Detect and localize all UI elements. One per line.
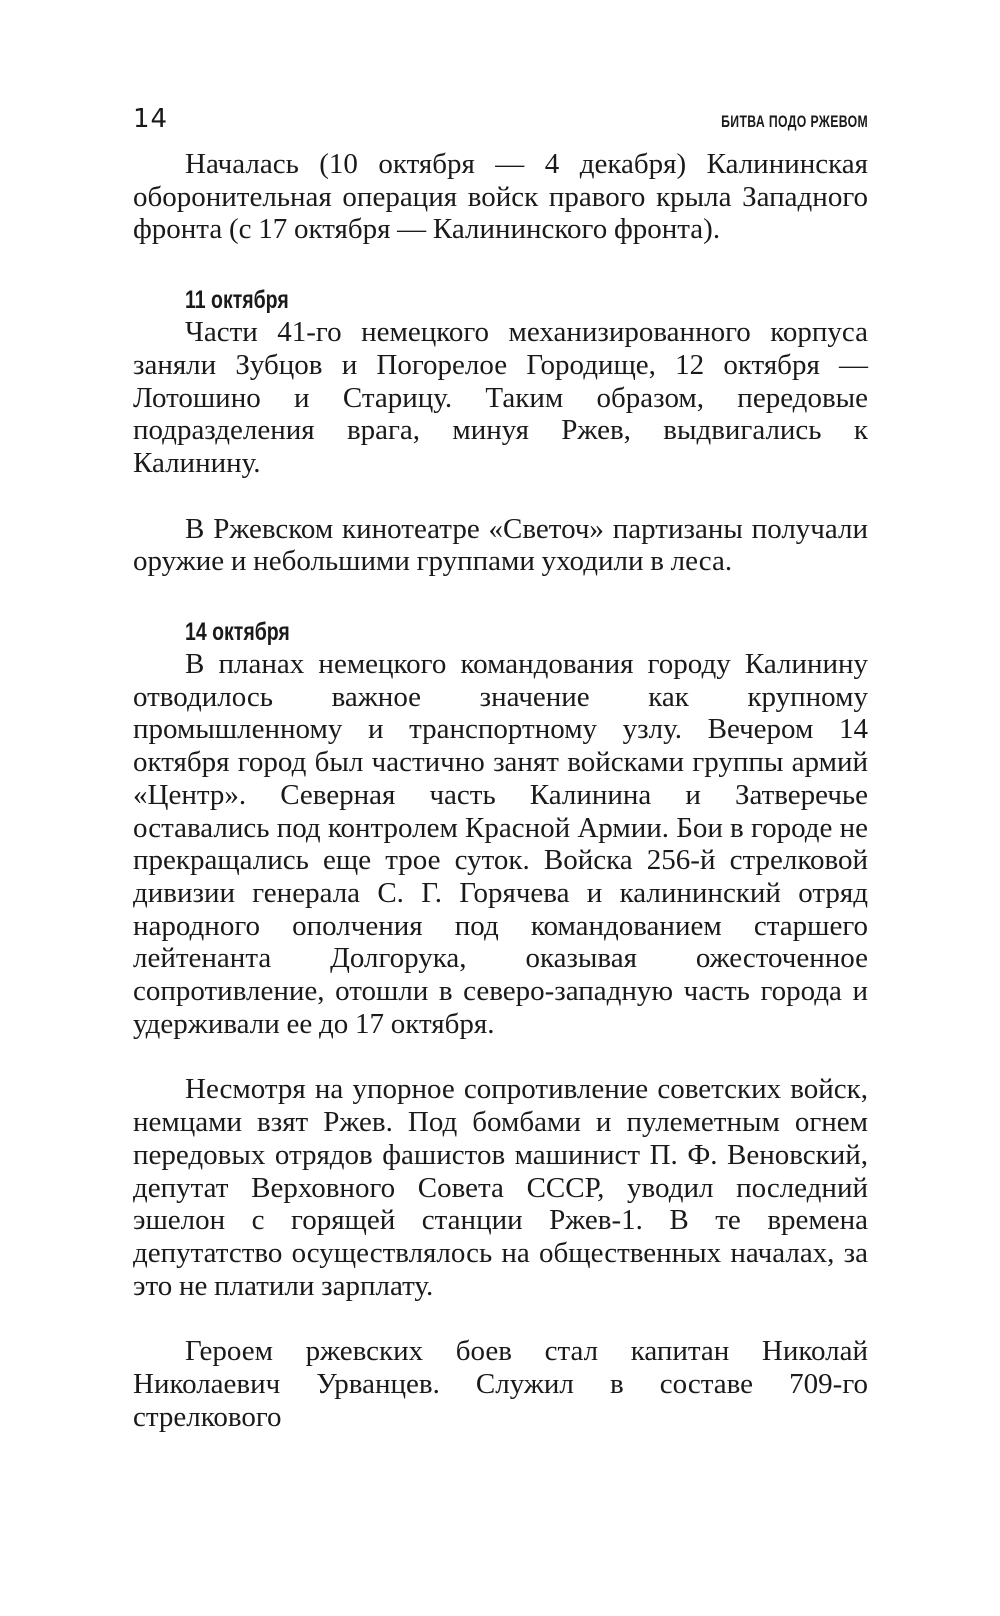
section-heading-oct-11: 11 октября [185, 286, 289, 315]
paragraph: Части 41-го немецкого механизированного корпуса заняли Зубцов и Погорелое Городище, 12 октября — Лотошино и Старицу. Таким образом, передовые подразделения врага, минуя Ржев, выдвигались к Калинину. [133, 316, 868, 479]
running-head [133, 104, 868, 148]
intro-paragraph: Началась (10 октября — 4 декабря) Калининская оборонительная операция войск правого крыла Западного фронта (с 17 октября — Калининского фронта). [133, 148, 868, 246]
paragraph: В планах немецкого командования городу Калинину отводилось важное значение как крупному промышленному и транспортному узлу. Вечером 14 октября город был частично занят войсками группы армий «Центр». Северная часть Калинина и Затверечье оставались под контролем Красной Армии. Бои в городе не прекращались еще трое суток. Войска 256-й стрелковой дивизии генерала С. Г. Горячева и калининский отряд народного ополчения под командованием старшего лейтенанта Долгорука, оказывая ожесточенное сопротивление, отошли в северо-западную часть города и удерживали ее до 17 октября. [133, 648, 868, 1040]
section-heading-oct-14: 14 октября [185, 618, 290, 647]
page-number: 14 [133, 104, 169, 134]
paragraph: Несмотря на упорное сопротивление советских войск, немцами взят Ржев. Под бомбами и пулеметным огнем передовых отрядов фашистов машинист П. Ф. Веновский, депутат Верховного Совета СССР, уводил последний эшелон с горящей станции Ржев-1. В те времена депутатство осуществлялось на общественных началах, за это не платили зарплату. [133, 1073, 868, 1302]
paragraph: В Ржевском кинотеатре «Светоч» партизаны получали оружие и небольшими группами уходили в леса. [133, 512, 868, 578]
book-page [133, 104, 868, 1434]
running-title: БИТВА ПОДО РЖЕВОМ [721, 112, 868, 131]
paragraph: Героем ржевских боев стал капитан Николай Николаевич Урванцев. Служил в составе 709-го стрелкового [133, 1335, 868, 1433]
